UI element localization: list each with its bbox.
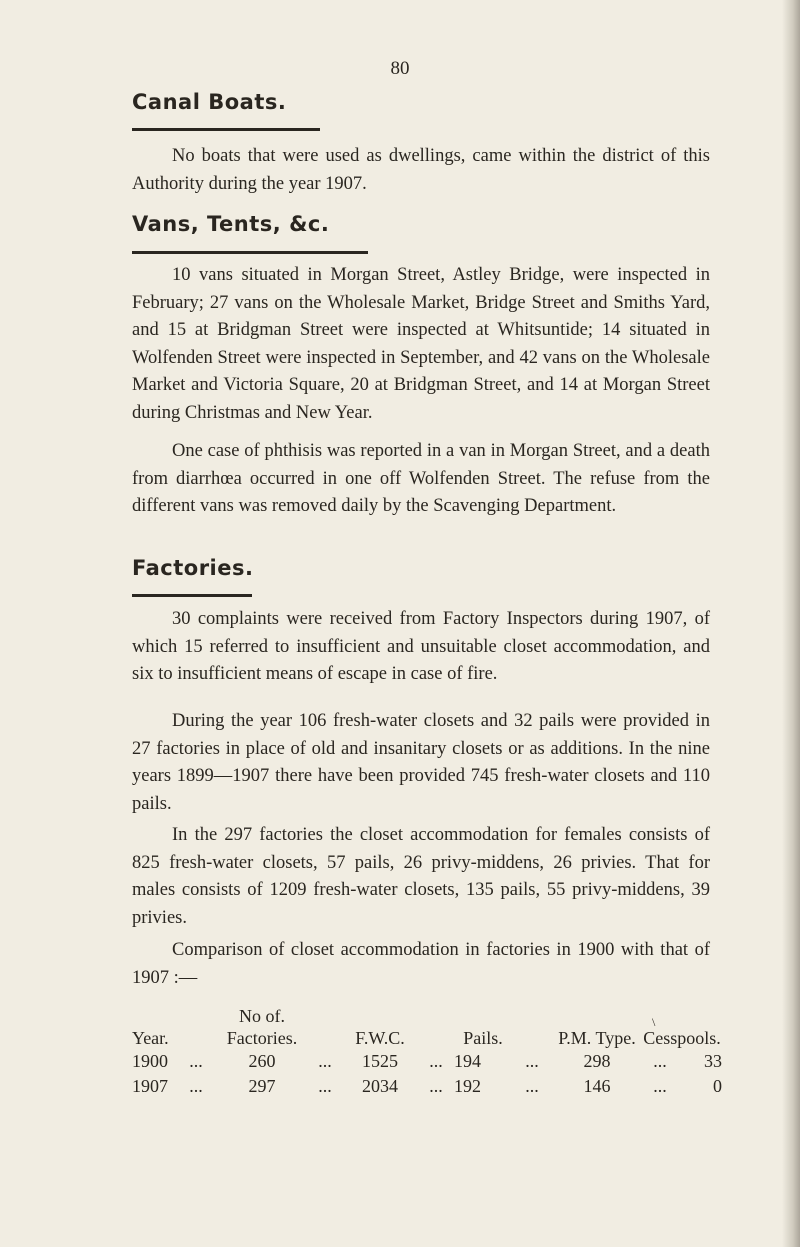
header-factories-label: Factories.: [226, 1028, 298, 1048]
leader-dots: ...: [525, 1076, 539, 1096]
comparison-table: [132, 1005, 722, 1099]
table-header-row: [132, 1005, 722, 1049]
cell-factories: 260: [248, 1051, 276, 1071]
paragraph-vans-inspections: 10 vans situated in Morgan Street, Astley Bridge, were inspected in February; 27 vans on the Wholesale Market, Bridge Street and Smiths Yard, and 15 at Bridgman Street were inspected at Whitsuntide; 14 situated in Wolfenden Street were inspected in September, and 42 vans on the Wholesale Market and Victoria Square, 20 at Bridgman Street, and 14 at Morgan Street during Christmas and New Year.: [132, 265, 710, 423]
leader-dots: ...: [429, 1051, 443, 1071]
cell-factories: 297: [248, 1076, 276, 1096]
cell-cesspools: 33: [704, 1051, 722, 1071]
table-row: [132, 1049, 722, 1074]
header-factories: [216, 1005, 308, 1049]
header-pm-type: P.M. Type.: [558, 1028, 636, 1048]
paragraph-vans-disease: One case of phthisis was reported in a van in Morgan Street, and a death from diarrhœa occurred in one off Wolfenden Street. The refuse from the different vans was removed daily by the Scavenging Department.: [132, 441, 710, 516]
paragraph-factories-comparison: Comparison of closet accommodation in factories in 1900 with that of 1907 :—: [132, 940, 710, 988]
cell-year: 1907: [132, 1076, 168, 1096]
comparison-table-wrap: [132, 1005, 722, 1099]
paragraph-factories-accommodation: In the 297 factories the closet accommodation for females consists of 825 fresh-water closets, 57 pails, 26 privy-middens, 26 privies. That for males consists of 1209 fresh-water closets, 135 pails, 55 privy-middens, 39 privies.: [132, 825, 710, 928]
cell-pm-type: 298: [583, 1051, 611, 1071]
page-edge-shadow: [782, 0, 800, 1247]
heading-underline: [132, 594, 252, 597]
table-row: [132, 1074, 722, 1099]
paragraph-factories-provided: During the year 106 fresh-water closets and 32 pails were provided in 27 factories in place of old and insanitary closets or as additions. In the nine years 1899—1907 there have been provided 745 fresh-water closets and 110 pails.: [132, 711, 710, 814]
heading-vans-tents: Vans, Tents, &c.: [132, 212, 330, 236]
header-cesspools: [642, 1005, 722, 1049]
header-pails: Pails.: [463, 1028, 503, 1048]
cell-pails: 192: [454, 1076, 481, 1096]
cell-fwc: 1525: [362, 1051, 398, 1071]
paragraph-canal-boats: No boats that were used as dwellings, came within the district of this Authority during the year 1907.: [132, 146, 710, 194]
header-cesspools-label: Cesspools.: [643, 1028, 721, 1048]
leader-dots: ...: [189, 1076, 203, 1096]
cell-pm-type: 146: [583, 1076, 611, 1096]
cell-year: 1900: [132, 1051, 168, 1071]
cell-pails: 194: [454, 1051, 481, 1071]
page-number: 80: [390, 58, 410, 79]
leader-dots: ...: [525, 1051, 539, 1071]
tick-mark: \: [652, 1015, 656, 1029]
leader-dots: ...: [653, 1051, 667, 1071]
cell-fwc: 2034: [362, 1076, 398, 1096]
heading-underline: [132, 128, 320, 131]
leader-dots: ...: [429, 1076, 443, 1096]
heading-underline: [132, 251, 368, 254]
leader-dots: ...: [189, 1051, 203, 1071]
leader-dots: ...: [653, 1076, 667, 1096]
paragraph-factories-complaints: 30 complaints were received from Factory Inspectors during 1907, of which 15 referred to insufficient and unsuitable closet accommodation, and six to insufficient means of escape in case of fire.: [132, 609, 710, 684]
header-fwc: F.W.C.: [355, 1028, 405, 1048]
heading-factories: Factories.: [132, 556, 254, 580]
cell-cesspools: 0: [713, 1076, 722, 1096]
heading-canal-boats: Canal Boats.: [132, 90, 287, 114]
leader-dots: ...: [318, 1051, 332, 1071]
leader-dots: ...: [318, 1076, 332, 1096]
header-year: Year.: [132, 1028, 169, 1048]
header-factories-top: No of.: [239, 1006, 285, 1026]
